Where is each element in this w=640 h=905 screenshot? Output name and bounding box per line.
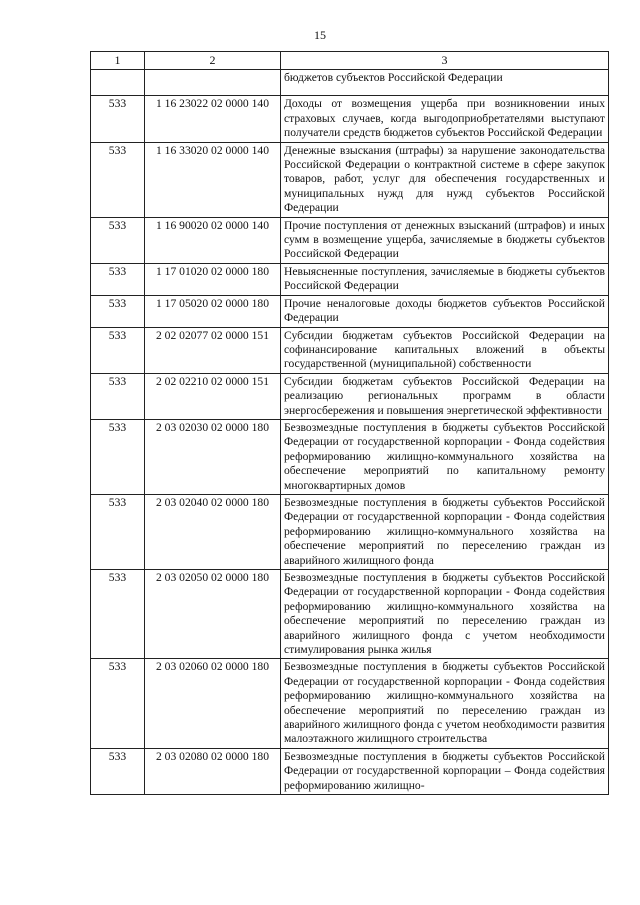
row-number: 533: [91, 263, 145, 295]
table-row: [91, 373, 609, 419]
row-number: 533: [91, 217, 145, 263]
table-row: [91, 494, 609, 569]
row-number: 533: [91, 659, 145, 748]
row-number: 533: [91, 373, 145, 419]
header-col-2: 2: [145, 52, 281, 70]
row-description: Безвозмездные поступления в бюджеты субъектов Российской Федерации от государственной корпорации - Фонда содействия реформированию жилищно-коммунального хозяйства на обеспечение мероприятий по капитальному ремонту многоквартирных домов: [281, 419, 609, 494]
table-body: [91, 70, 609, 795]
row-code: 1 16 90020 02 0000 140: [145, 217, 281, 263]
row-description: Невыясненные поступления, зачисляемые в бюджеты субъектов Российской Федерации: [281, 263, 609, 295]
row-number: 533: [91, 142, 145, 217]
row-number: 533: [91, 748, 145, 794]
table-row: [91, 295, 609, 327]
row-description: Субсидии бюджетам субъектов Российской Федерации на софинансирование капитальных вложений в объекты государственной (муниципальной) собственности: [281, 327, 609, 373]
table-header: [91, 52, 609, 70]
row-code: [145, 70, 281, 96]
table-row: [91, 263, 609, 295]
row-description: Прочие неналоговые доходы бюджетов субъектов Российской Федерации: [281, 295, 609, 327]
row-code: 1 16 33020 02 0000 140: [145, 142, 281, 217]
row-code: 2 03 02080 02 0000 180: [145, 748, 281, 794]
table-row: [91, 217, 609, 263]
table-header-row: [91, 52, 609, 70]
table-row: [91, 327, 609, 373]
row-number: 533: [91, 570, 145, 659]
table-row: [91, 419, 609, 494]
row-code: 2 03 02060 02 0000 180: [145, 659, 281, 748]
table-row: [91, 96, 609, 142]
row-code: 2 03 02050 02 0000 180: [145, 570, 281, 659]
row-code: 2 03 02030 02 0000 180: [145, 419, 281, 494]
table-row: [91, 142, 609, 217]
row-code: 1 17 05020 02 0000 180: [145, 295, 281, 327]
row-description: Доходы от возмещения ущерба при возникновении иных страховых случаев, когда выгодоприобретателями выступают получатели средств бюджетов субъектов Российской Федерации: [281, 96, 609, 142]
row-description: Субсидии бюджетам субъектов Российской Федерации на реализацию региональных программ в области энергосбережения и повышения энергетической эффективности: [281, 373, 609, 419]
row-number: 533: [91, 295, 145, 327]
row-number: 533: [91, 419, 145, 494]
row-description: Безвозмездные поступления в бюджеты субъектов Российской Федерации от государственной корпорации - Фонда содействия реформированию жилищно-коммунального хозяйства на обеспечение мероприятий по переселению граждан из аварийного жилищного фонда с учетом необходимости стимулирования рынка жилья: [281, 570, 609, 659]
header-col-3: 3: [281, 52, 609, 70]
row-description: Прочие поступления от денежных взысканий (штрафов) и иных сумм в возмещение ущерба, зачисляемые в бюджеты субъектов Российской Федерации: [281, 217, 609, 263]
table-row: [91, 70, 609, 96]
table-row: [91, 748, 609, 794]
row-description: Безвозмездные поступления в бюджеты субъектов Российской Федерации от государственной корпорации – Фонда содействия реформированию жилищно-: [281, 748, 609, 794]
row-description: Безвозмездные поступления в бюджеты субъектов Российской Федерации от государственной корпорации - Фонда содействия реформированию жилищно-коммунального хозяйства на обеспечение мероприятий по переселению граждан из аварийного жилищного фонда с учетом необходимости развития малоэтажного жилищного строительства: [281, 659, 609, 748]
row-code: 1 16 23022 02 0000 140: [145, 96, 281, 142]
row-number: 533: [91, 327, 145, 373]
table-row: [91, 659, 609, 748]
page-number: 15: [314, 28, 326, 42]
row-number: 533: [91, 494, 145, 569]
row-number: 533: [91, 96, 145, 142]
row-number: [91, 70, 145, 96]
table-row: [91, 570, 609, 659]
row-description: бюджетов субъектов Российской Федерации: [281, 70, 609, 96]
revenue-codes-table: [90, 51, 609, 795]
row-description: Денежные взыскания (штрафы) за нарушение законодательства Российской Федерации о контрактной системе в сфере закупок товаров, работ, услуг для обеспечения государственных и муниципальных нужд для нужд субъектов Российской Федерации: [281, 142, 609, 217]
row-code: 2 02 02210 02 0000 151: [145, 373, 281, 419]
row-description: Безвозмездные поступления в бюджеты субъектов Российской Федерации от государственной корпорации - Фонда содействия реформированию жилищно-коммунального хозяйства на обеспечение мероприятий по переселению граждан из аварийного жилищного фонда: [281, 494, 609, 569]
row-code: 2 03 02040 02 0000 180: [145, 494, 281, 569]
row-code: 1 17 01020 02 0000 180: [145, 263, 281, 295]
header-col-1: 1: [91, 52, 145, 70]
row-code: 2 02 02077 02 0000 151: [145, 327, 281, 373]
